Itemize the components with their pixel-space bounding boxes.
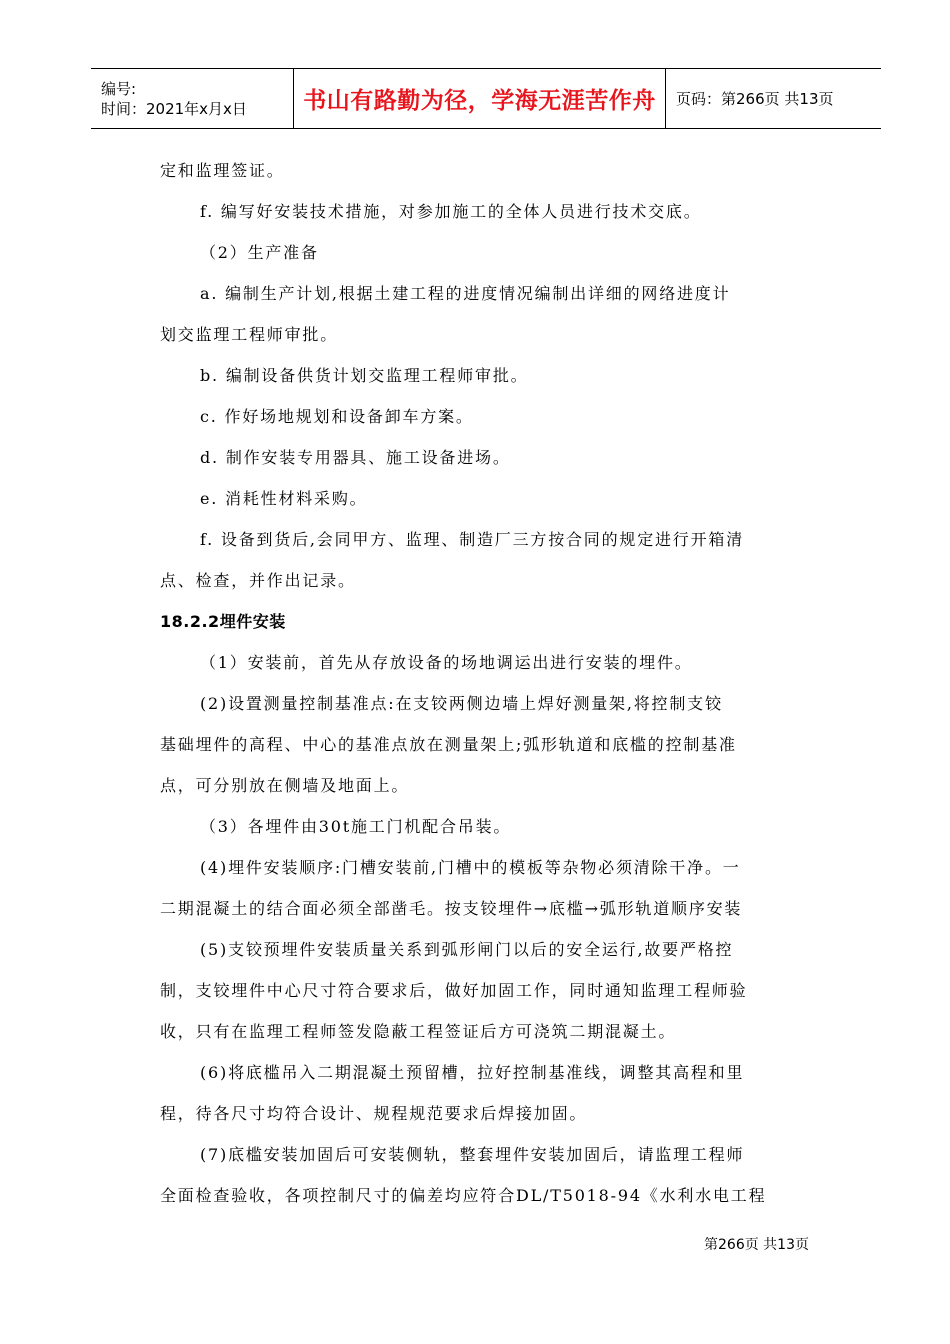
page-label: 页码：第266页 共13页 <box>676 90 834 108</box>
body-line: （3）各埋件由30t施工门机配合吊装。 <box>200 817 512 836</box>
section-heading: 18.2.2埋件安装 <box>160 612 286 631</box>
body-line: 定和监理签证。 <box>160 161 285 180</box>
body-line: (6)将底槛吊入二期混凝土预留槽，拉好控制基准线，调整其高程和里 <box>200 1063 745 1082</box>
body-line: f. 编写好安装技术措施，对参加施工的全体人员进行技术交底。 <box>200 202 702 221</box>
body-line: （1）安装前，首先从存放设备的场地调运出进行安装的埋件。 <box>200 653 693 672</box>
body-line: a. 编制生产计划,根据土建工程的进度情况编制出详细的网络进度计 <box>200 284 731 303</box>
body-line: 制，支铰埋件中心尺寸符合要求后，做好加固工作，同时通知监理工程师验 <box>160 981 748 1000</box>
number-label: 编号: <box>101 79 137 98</box>
body-line: e. 消耗性材料采购。 <box>200 489 368 508</box>
body-line: 基础埋件的高程、中心的基准点放在测量架上;弧形轨道和底槛的控制基准 <box>160 735 737 754</box>
body-line: (2)设置测量控制基准点:在支铰两侧边墙上焊好测量架,将控制支铰 <box>200 694 723 713</box>
page-footer: 第266页 共13页 <box>704 1237 809 1253</box>
time-label: 时间：2021年x月x日 <box>101 99 247 118</box>
body-line: 程，待各尺寸均符合设计、规程规范要求后焊接加固。 <box>160 1104 588 1123</box>
body-line: (7)底槛安装加固后可安装侧轨，整套埋件安装加固后，请监理工程师 <box>200 1145 745 1164</box>
body-line: 点、检查，并作出记录。 <box>160 571 356 590</box>
header-meta <box>91 69 294 128</box>
header-motto-cell <box>294 69 666 128</box>
body-line: 点，可分别放在侧墙及地面上。 <box>160 776 410 795</box>
body-line: f. 设备到货后,会同甲方、监理、制造厂三方按合同的规定进行开箱清 <box>200 530 745 549</box>
body-line: 划交监理工程师审批。 <box>160 325 339 344</box>
body-line: (4)埋件安装顺序:门槽安装前,门槽中的模板等杂物必须清除干净。一 <box>200 858 741 877</box>
body-line: c. 作好场地规划和设备卸车方案。 <box>200 407 474 426</box>
body-line: d. 制作安装专用器具、施工设备进场。 <box>200 448 511 467</box>
body-line: 收，只有在监理工程师签发隐蔽工程签证后方可浇筑二期混凝土。 <box>160 1022 677 1041</box>
body-line: b. 编制设备供货计划交监理工程师审批。 <box>200 366 529 385</box>
body-line: 二期混凝土的结合面必须全部凿毛。按支铰埋件→底槛→弧形轨道顺序安装 <box>160 899 743 918</box>
motto-text: 书山有路勤为径，学海无涯苦作舟 <box>303 88 656 114</box>
subsection-title: （2）生产准备 <box>200 243 319 262</box>
page-header <box>91 68 881 129</box>
header-page-cell <box>666 69 881 128</box>
body-line: 全面检查验收，各项控制尺寸的偏差均应符合DL/T5018-94《水利水电工程 <box>160 1186 767 1205</box>
document-body <box>160 150 818 1216</box>
body-line: (5)支铰预埋件安装质量关系到弧形闸门以后的安全运行,故要严格控 <box>200 940 734 959</box>
